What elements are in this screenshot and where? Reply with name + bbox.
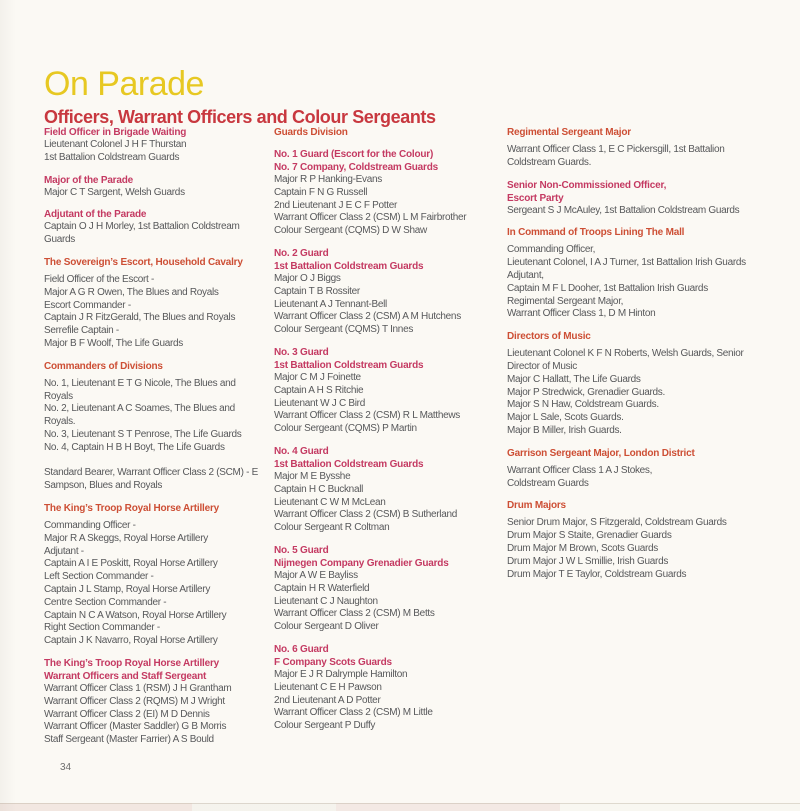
text-line: Drum Major J W L Smillie, Irish Guards <box>507 555 669 567</box>
text-line: Warrant Officer Class 2 (CSM) L M Fairbrother <box>274 212 467 224</box>
text-line: Left Section Commander - <box>44 571 154 583</box>
section-heading <box>44 174 262 187</box>
text-line: Colour Sergeant (CQMS) D W Shaw <box>274 225 427 237</box>
text-line: Major R A Skeggs, Royal Horse Artillery <box>44 532 208 544</box>
paragraph <box>44 274 262 351</box>
next-page-edge <box>0 803 800 811</box>
section-heading <box>44 360 262 373</box>
text-line: Lieutenant A J Tennant-Bell <box>274 298 387 310</box>
text-line: Captain M F L Dooher, 1st Battalion Irish Guards <box>507 282 708 294</box>
section-heading-line: Warrant Officers and Staff Sergeant <box>44 670 207 682</box>
page-number: 34 <box>60 762 72 773</box>
section-heading <box>507 126 763 139</box>
text-line: Standard Bearer, Warrant Officer Class 2 (SCM) - E Sampson, Blues and Royals <box>44 467 258 492</box>
text-line: Drum Major T E Taylor, Coldstream Guards <box>507 568 687 580</box>
text-line: Adjutant, <box>507 269 544 281</box>
text-line: Warrant Officer Class 1 A J Stokes, <box>507 464 653 476</box>
text-line: No. 3, Lieutenant S T Penrose, The Life Guards <box>44 428 242 440</box>
paragraph <box>274 471 498 535</box>
roster-section <box>274 247 498 337</box>
text-line: Colour Sergeant P Duffy <box>274 720 376 732</box>
section-heading-line: The King’s Troop Royal Horse Artillery <box>44 502 220 514</box>
paragraph <box>507 144 763 170</box>
text-line: Escort Commander - <box>44 299 131 311</box>
text-line: Warrant Officer Class 1 (RSM) J H Grantham <box>44 682 232 694</box>
text-line: Right Section Commander - <box>44 622 160 634</box>
text-line: Warrant Officer Class 1, D M Hinton <box>507 308 656 320</box>
text-line: Major O J Biggs <box>274 272 341 284</box>
text-line: Lieutenant W J C Bird <box>274 397 365 409</box>
section-heading-line: Regimental Sergeant Major <box>507 127 631 138</box>
text-line: Major B F Woolf, The Life Guards <box>44 337 183 349</box>
roster-section <box>507 179 763 218</box>
section-heading-line: Escort Party <box>507 192 564 204</box>
roster-section <box>274 544 498 634</box>
section-heading-line: No. 5 Guard <box>274 544 329 556</box>
section-heading <box>274 346 498 372</box>
section-heading <box>274 643 498 669</box>
text-line: Major E J R Dalrymple Hamilton <box>274 668 408 680</box>
paragraph <box>44 467 262 493</box>
section-heading-line: Garrison Sergeant Major, London District <box>507 447 695 459</box>
text-line: Captain T B Rossiter <box>274 285 360 297</box>
section-heading-line: No. 2 Guard <box>274 247 329 259</box>
text-line: Drum Major S Staite, Grenadier Guards <box>507 530 672 542</box>
section-heading-line: Drum Majors <box>507 500 566 512</box>
text-line: 1st Battalion Coldstream Guards <box>44 151 180 163</box>
paragraph <box>507 348 763 438</box>
text-line: Captain J L Stamp, Royal Horse Artillery <box>44 583 211 595</box>
section-heading-line: Field Officer in Brigade Waiting <box>44 127 187 138</box>
paragraph <box>507 465 763 491</box>
paragraph <box>44 378 262 455</box>
columns <box>44 126 763 756</box>
section-heading-line: No. 7 Company, Coldstream Guards <box>274 162 439 173</box>
text-line: Adjutant - <box>44 545 84 557</box>
paragraph <box>274 570 498 634</box>
text-line: Major C Hallatt, The Life Guards <box>507 373 641 385</box>
roster-section <box>274 643 498 733</box>
text-line: Major R P Hanking-Evans <box>274 174 382 185</box>
paragraph <box>44 520 262 648</box>
text-line: Colour Sergeant D Oliver <box>274 621 379 633</box>
text-line: Captain A I E Poskitt, Royal Horse Artillery <box>44 558 218 570</box>
section-heading <box>507 226 763 239</box>
text-line: Captain J K Navarro, Royal Horse Artillery <box>44 635 218 647</box>
text-line: Captain H R Waterfield <box>274 582 370 594</box>
paragraph <box>44 139 262 165</box>
section-heading <box>507 330 763 343</box>
section-heading-line: 1st Battalion Coldstream Guards <box>274 458 424 470</box>
section-heading <box>274 247 498 273</box>
section-heading-line: No. 1 Guard (Escort for the Colour) <box>274 149 434 160</box>
section-heading-line: No. 4 Guard <box>274 445 329 457</box>
paragraph <box>507 244 763 321</box>
paragraph <box>274 372 498 436</box>
section-heading <box>507 447 763 460</box>
section-heading-line: 1st Battalion Coldstream Guards <box>274 359 424 371</box>
section-heading <box>274 126 498 139</box>
roster-section <box>507 447 763 491</box>
text-line: Lieutenant C J Naughton <box>274 595 378 607</box>
text-line: Warrant Officer Class 2 (CSM) B Sutherland <box>274 509 458 521</box>
text-line: Commanding Officer, <box>507 244 596 256</box>
text-line: Captain A H S Ritchie <box>274 384 364 396</box>
text-line: Major B Miller, Irish Guards. <box>507 424 622 436</box>
column-2 <box>274 126 498 742</box>
section-heading-line: Nijmegen Company Grenadier Guards <box>274 557 449 569</box>
text-line: No. 4, Captain H B H Boyt, The Life Guards <box>44 441 225 453</box>
page-title: On Parade <box>44 64 204 103</box>
roster-section <box>274 148 498 238</box>
roster-section <box>507 226 763 321</box>
column-3 <box>507 126 763 590</box>
section-heading-line: The Sovereign’s Escort, Household Cavalry <box>44 256 243 268</box>
text-line: Warrant Officer Class 2 (EI) M D Dennis <box>44 708 210 720</box>
section-heading <box>274 544 498 570</box>
text-line: Major S N Haw, Coldstream Guards. <box>507 399 659 411</box>
roster-section <box>274 346 498 436</box>
text-line: Lieutenant Colonel, I A J Turner, 1st Battalion Irish Guards <box>507 257 746 269</box>
text-line: Drum Major M Brown, Scots Guards <box>507 542 658 554</box>
text-line: Major M E Bysshe <box>274 470 351 482</box>
text-line: 2nd Lieutenant A D Potter <box>274 694 381 706</box>
roster-section <box>44 208 262 247</box>
text-line: Captain H C Bucknall <box>274 483 364 495</box>
section-heading <box>274 148 498 174</box>
section-heading <box>44 502 262 515</box>
section-heading-line: F Company Scots Guards <box>274 656 392 668</box>
text-line: Lieutenant Colonel K F N Roberts, Welsh Guards, Senior Director of Music <box>507 348 744 372</box>
section-heading-line: No. 3 Guard <box>274 346 329 358</box>
section-heading-line: In Command of Troops Lining The Mall <box>507 227 685 239</box>
roster-section <box>507 330 763 438</box>
text-line: Centre Section Commander - <box>44 596 167 608</box>
text-line: Lieutenant C E H Pawson <box>274 681 382 693</box>
roster-section <box>44 657 262 747</box>
text-line: Field Officer of the Escort - <box>44 273 155 285</box>
section-heading <box>507 499 763 512</box>
section-heading <box>507 179 763 205</box>
text-line: Regimental Sergeant Major, <box>507 295 624 307</box>
section-heading-line: Senior Non-Commissioned Officer, <box>507 179 667 191</box>
column-1 <box>44 126 262 756</box>
text-line: Captain N C A Watson, Royal Horse Artillery <box>44 609 227 621</box>
text-line: Captain J R FitzGerald, The Blues and Royals <box>44 312 236 324</box>
section-heading-line: No. 6 Guard <box>274 643 329 655</box>
section-heading-line: Guards Division <box>274 127 348 138</box>
text-line: Warrant Officer Class 1, E C Pickersgill, 1st Battalion Coldstream Guards. <box>507 144 725 168</box>
paragraph <box>507 205 763 218</box>
paragraph <box>274 273 498 337</box>
text-line: 2nd Lieutenant J E C F Potter <box>274 199 398 211</box>
page-subtitle: Officers, Warrant Officers and Colour Sergeants <box>44 106 436 127</box>
section-heading-line: Directors of Music <box>507 331 591 343</box>
section-heading <box>44 208 262 221</box>
text-line: Commanding Officer - <box>44 519 136 531</box>
roster-section <box>44 126 262 165</box>
section-heading <box>44 256 262 269</box>
section-heading <box>44 126 262 139</box>
text-line: Sergeant S J McAuley, 1st Battalion Coldstream Guards <box>507 204 740 216</box>
section-heading-line: 1st Battalion Coldstream Guards <box>274 260 424 272</box>
text-line: Major P Stredwick, Grenadier Guards. <box>507 386 665 398</box>
paragraph <box>44 187 262 200</box>
roster-section <box>44 360 262 493</box>
section-heading-line: The King’s Troop Royal Horse Artillery <box>44 657 220 669</box>
text-line: Senior Drum Major, S Fitzgerald, Coldstream Guards <box>507 517 727 529</box>
paragraph <box>274 174 498 238</box>
text-line: Colour Sergeant (CQMS) P Martin <box>274 423 417 435</box>
section-heading <box>274 445 498 471</box>
text-line: Lieutenant Colonel J H F Thurstan <box>44 139 187 150</box>
section-heading-line: Adjutant of the Parade <box>44 209 147 221</box>
roster-section <box>44 174 262 200</box>
text-line: Warrant Officer Class 2 (CSM) R L Matthews <box>274 410 460 422</box>
text-line: Major A W E Bayliss <box>274 569 358 581</box>
text-line: Lieutenant C W M McLean <box>274 496 386 508</box>
roster-section <box>274 445 498 535</box>
text-line: Warrant Officer Class 2 (CSM) M Little <box>274 707 433 719</box>
text-line: Colour Sergeant R Coltman <box>274 522 390 534</box>
text-line: Captain F N G Russell <box>274 186 368 198</box>
text-line: Major C M J Foinette <box>274 371 361 383</box>
paragraph <box>44 683 262 747</box>
text-line: Warrant Officer Class 2 (RQMS) M J Wright <box>44 695 225 707</box>
roster-section <box>507 126 763 170</box>
text-line: Serrefile Captain - <box>44 325 119 337</box>
text-line: Major A G R Owen, The Blues and Royals <box>44 286 219 298</box>
text-line: No. 2, Lieutenant A C Soames, The Blues and Royals. <box>44 403 235 428</box>
paragraph <box>274 669 498 733</box>
text-line: Major L Sale, Scots Guards. <box>507 412 624 424</box>
text-line: Warrant Officer Class 2 (CSM) A M Hutchens <box>274 311 461 323</box>
roster-section <box>44 502 262 648</box>
roster-section <box>274 126 498 139</box>
text-line: Staff Sergeant (Master Farrier) A S Bould <box>44 734 214 746</box>
roster-section <box>44 256 262 351</box>
roster-section <box>507 499 763 581</box>
section-heading-line: Commanders of Divisions <box>44 360 163 372</box>
text-line: Colour Sergeant (CQMS) T Innes <box>274 324 414 336</box>
text-line: Coldstream Guards <box>507 477 589 489</box>
text-line: No. 1, Lieutenant E T G Nicole, The Blues and Royals <box>44 377 236 402</box>
text-line: Major C T Sargent, Welsh Guards <box>44 186 185 198</box>
text-line: Warrant Officer (Master Saddler) G B Morris <box>44 721 227 733</box>
text-line: Captain O J H Morley, 1st Battalion Coldstream Guards <box>44 221 240 246</box>
text-line: Warrant Officer Class 2 (CSM) M Betts <box>274 608 435 620</box>
paragraph <box>44 221 262 247</box>
section-heading-line: Major of the Parade <box>44 174 133 186</box>
paragraph <box>507 517 763 581</box>
section-heading <box>44 657 262 683</box>
